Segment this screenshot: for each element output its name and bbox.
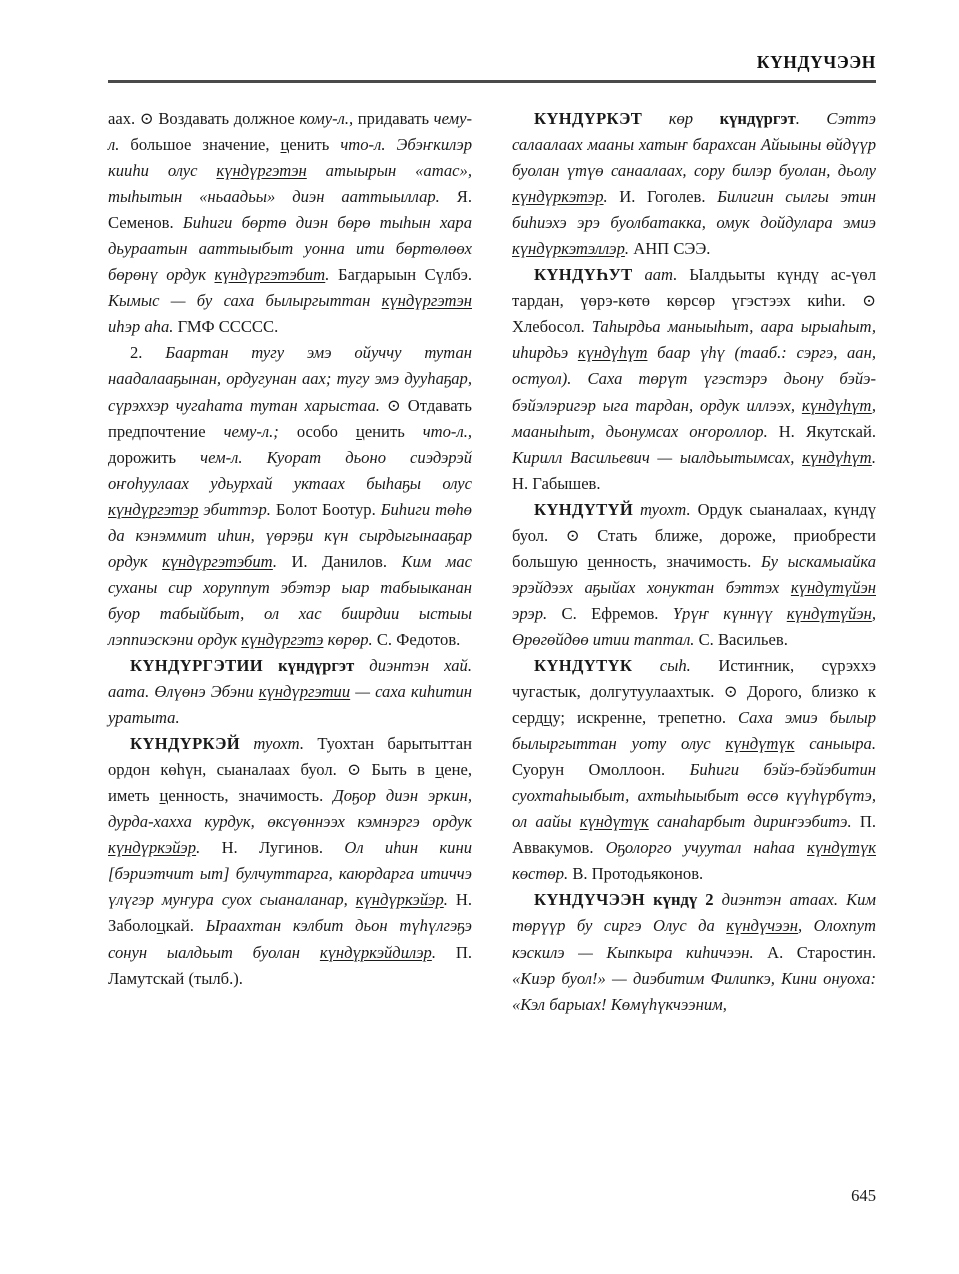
source-attribution: С. Ефремов. <box>561 603 659 623</box>
example-text: Куорат дьоно сиэдэрэй оҥоһуулаах удьурхай уктаах быһаҕы олус <box>108 447 473 493</box>
example-keyword: күндүргэтии <box>258 682 351 702</box>
example-keyword: күндүркэйэр <box>108 838 197 858</box>
stress-mark: ц <box>435 760 445 780</box>
headword: КҮНДҮТҮК <box>534 655 633 675</box>
source-attribution: ГМФ СССCC. <box>177 317 279 337</box>
entry-kundutuy <box>512 497 876 653</box>
source-attribution: Н. Якутскай. <box>778 421 876 441</box>
example-text: Ыраахтан кэлбит дьон түһүлгэҕэ сонун ыалдьыт буолан <box>108 916 472 962</box>
example-keyword: күндүркэтэр <box>512 187 604 207</box>
example-text: Кирилл Васильевич — ыалдьытымсах, <box>512 447 803 467</box>
gloss-cont: ене, иметь <box>108 760 472 806</box>
gloss-abbrev: что-л., <box>422 421 472 441</box>
example-keyword: күндүркэйэр <box>355 890 444 910</box>
gloss-cont: большое значение, <box>119 135 281 155</box>
example-keyword: күндүркэтэллэр <box>512 239 625 259</box>
sense-number: 2. <box>130 343 143 363</box>
gloss-cont: енить <box>364 421 423 441</box>
headword: КҮНДҮЧЭЭН <box>534 890 646 910</box>
gloss-abbrev: чем-л. <box>200 447 243 467</box>
example-text: Биһиги төһө да кэнэммит иһин, үөрэҕи күн сырдыгынааҕар ордук <box>108 499 472 571</box>
russian-gloss: Дорого, близко к сер <box>512 682 876 728</box>
example-text: Билигин сылгы этин биһиэхэ эрэ буолбатакка, омук дойдулара эмиэ <box>512 187 876 233</box>
example-text: , мааныһыт, дьонумсах оҥороллор. <box>512 395 876 441</box>
example-keyword: күндүтүк <box>579 812 649 832</box>
example-text: Кымыс — бу саха былыргыттан <box>108 291 382 311</box>
grammar-label: туохт. <box>253 734 304 754</box>
example-text: Ол иһин кини [бэриэтчит ыт] булчуттарга, каюрдарга итиччэ үлүгэр муҥура суох сыаналанар, <box>108 838 472 910</box>
source-attribution: А. Старостин. <box>767 942 876 962</box>
example-keyword: күндүтүк <box>725 734 795 754</box>
grammar-label: диэнтэн атаах. <box>713 890 847 910</box>
source-attribution: Багдарыын Сүлбэ. <box>337 265 472 285</box>
source-attribution: Н. Габышев. <box>512 473 601 493</box>
base-sense-number: 2 <box>705 890 714 910</box>
example-text: эрэр. <box>512 603 548 623</box>
example-keyword: күндүһүт <box>801 395 872 415</box>
example-keyword: күндүргэтэбит <box>214 265 326 285</box>
sense-bullet-icon: ⊙ <box>723 682 738 702</box>
entry-kunducheen <box>512 887 876 1017</box>
example-keyword: күндүргэтэбит <box>162 551 273 571</box>
example-text: Ким төрүүр бу сиргэ Олус да <box>512 890 876 936</box>
example-keyword: күндүргэтэн <box>216 161 307 181</box>
entry-kundurket <box>512 106 876 262</box>
example-text: Доҕор диэн эркин, дурда-хахха курдук, өксүөннээх кэмнэргэ ордук <box>108 786 472 832</box>
gloss-cont: особо <box>278 421 356 441</box>
example-text: Биһиги бэйэ-бэйэбитин суохтаһыыбыт, ахтыһыыбыт өссө күүһүрбүтэ, ол аайы <box>512 760 876 832</box>
entry-kunduhut <box>512 262 876 496</box>
example-text: көстөр. <box>512 864 569 884</box>
example-text: . <box>431 942 437 962</box>
russian-gloss: Быть в <box>371 760 436 780</box>
grammar-label: туохт. <box>640 499 691 519</box>
grammar-label: аат. <box>644 265 678 285</box>
tail-text: аах. <box>108 109 140 128</box>
example-text: «Киэр буол!» — диэбитим Филипкэ, Кини онуоха: «Кэл барыах! Көмүһүкчээним, <box>512 968 876 1014</box>
entry-kundutuk <box>512 653 876 887</box>
gloss-abbrev: чему-л. <box>108 109 473 155</box>
example-text: . <box>196 838 201 858</box>
column-right <box>512 106 876 1166</box>
russian-gloss: Хлебосол. <box>512 317 585 337</box>
example-keyword: күндүһүт <box>802 447 872 467</box>
russian-gloss: Стать ближе, дороже, приобрести большую <box>512 525 876 571</box>
example-text: санаһарбыт дириҥээбитэ. <box>648 812 852 832</box>
entry-continuation-sense1 <box>108 106 472 340</box>
example-keyword: күндүтүк <box>806 838 877 858</box>
example-text: Оҕолорго учуутал наһаа <box>605 838 807 858</box>
base-form: күндүргэт <box>278 655 355 675</box>
base-form: күндү <box>653 890 698 910</box>
example-keyword: күндүтүйэн <box>790 577 876 597</box>
text-columns <box>108 106 876 1166</box>
yakut-definition: Истиҥник, сүрэххэ чугастык, долгутуулаахтык. <box>512 655 876 702</box>
headword: КҮНДҮРКЭЙ <box>130 734 241 754</box>
source-attribution: Н. Заболо <box>108 890 472 936</box>
page-number: 645 <box>851 1186 876 1205</box>
example-text: Ким мас суханы сир хоруппут эбэтэр ыар табыыканан буор табыйбыт, ол хас биирдии ыстыы лэппиэскэни ордук <box>108 551 472 649</box>
source-attribution: Суорун Омоллоон. <box>512 760 666 780</box>
headword: КҮНДҮРГЭТИИ <box>130 655 264 675</box>
grammar-label: диэнтэн хай. аата. <box>108 655 472 702</box>
sense-bullet-icon: ⊙ <box>565 525 580 545</box>
example-text: Таһырдьа маныыһыт, аара ырыаһыт, иһирдьэ <box>512 317 876 363</box>
headword: КҮНДҮҺУТ <box>534 265 633 285</box>
source-attribution: П. Аввакумов. <box>512 812 876 858</box>
example-text: . <box>272 551 278 571</box>
sense-bullet-icon: ⊙ <box>139 109 154 128</box>
source-attribution: Я. Семенов. <box>108 187 472 233</box>
source-attribution: И. Гоголев. <box>619 187 706 207</box>
gloss-cont: енить <box>289 135 341 155</box>
example-keyword: күндүһүт <box>577 343 648 363</box>
source-attribution: кай. <box>165 916 194 936</box>
stress-mark: ц <box>355 421 365 441</box>
gloss-cont: у; искренне, трепетно. <box>552 708 727 728</box>
example-keyword: күндүргэтэр <box>108 499 199 519</box>
example-text: . Сэттэ салаалаах мааны хатыҥ барахсан Айыыны өйдүүр буолан үтүө санаалаах, сору билэр буолан, дьолу <box>512 109 876 181</box>
column-left <box>108 106 472 1166</box>
example-text: — саха киһитин уратыта. <box>108 682 473 728</box>
yakut-definition: Туохтан барытыттан ордон көһүн, сыаналаах буол. <box>108 734 472 780</box>
example-text: саныыра. <box>794 734 876 754</box>
yakut-definition: Баартан тугу эмэ ойуччу тутан наадалааҕынан, ордугунан аах; тугу эмэ дууһаҕар, сүрэххэр чугаһата тутан харыстаа. <box>108 343 472 415</box>
example-text: Эбэҥкилэр кииһи олус <box>108 135 473 181</box>
source-attribution: П. Ламутскай (тылб.). <box>108 942 472 988</box>
entry-kundurgetii <box>108 653 472 731</box>
crossref-label: көр <box>668 109 694 128</box>
example-text: . <box>871 447 876 467</box>
example-text: Саха төрүт үгэстэрэ дьону бэйэ-бэйэлэригэр ыга тардан, ордук иллээх, <box>512 369 876 415</box>
example-keyword: күндүркэйдилэр <box>319 942 432 962</box>
example-keyword: күндүтүйэн <box>786 603 872 623</box>
example-text: Бу ыскамыайка эрэйдээх аҕыйах хонуктан бэттэх <box>512 551 876 597</box>
example-text: иһэр аһа. <box>108 317 174 337</box>
example-text: , Өрөгөйдөө итии таптал. <box>512 603 877 649</box>
russian-gloss: Отдавать предпочтение <box>108 395 472 441</box>
gloss-abbrev: кому-л., <box>299 109 354 128</box>
example-text: Саха эмиэ былыр былыргыттан уоту олус <box>512 708 876 754</box>
example-text: Өлүөнэ Эбэни <box>154 682 259 702</box>
source-attribution: АНП СЭЭ. <box>633 239 711 259</box>
example-text: Биһиги бөртө диэн бөрө тыһын хара дьураатын ааттыыбыт уонна ити бөртөлөөх бөрөнү ордук <box>108 213 472 285</box>
source-attribution: И. Данилов. <box>291 551 387 571</box>
source-attribution: В. Протодьяконов. <box>572 864 704 884</box>
sense-bullet-icon: ⊙ <box>862 291 876 311</box>
example-text: баар үһү (тааб.: сэргэ, аан, остуол). <box>512 343 876 389</box>
gloss-cont: енность, значимость. <box>596 551 752 571</box>
running-head-rule <box>108 80 876 83</box>
example-text: . <box>443 890 448 910</box>
example-keyword: күндүргэтэ <box>241 629 324 649</box>
source-attribution: С. Васильев. <box>698 629 788 649</box>
grammar-label: сыһ. <box>659 655 691 675</box>
gloss-cont: енность, значимость. <box>168 786 324 806</box>
source-attribution: С. Федотов. <box>376 629 461 649</box>
example-text: атыырын «атас», тыһытын «ньаадьы» диэн ааттыыллар. <box>108 161 472 207</box>
stress-mark: ц <box>543 708 553 728</box>
example-text: көрөр. <box>323 629 373 649</box>
yakut-definition: Ыалдьыты күндү ас-үөл тардан, үөрэ-көтө көрсөр үгэстээх киһи. <box>512 265 876 311</box>
example-text: Үрүҥ күннүү <box>672 603 787 623</box>
example-keyword: күндүргэтэн <box>381 291 472 311</box>
gloss-cont: придавать <box>353 109 434 128</box>
example-text: , Олохпут кэскилэ — Кыпкыра киһичээн. <box>512 916 877 962</box>
stress-mark: ц <box>280 135 290 155</box>
example-text: . <box>325 265 330 285</box>
headword: КҮНДҮРКЭТ <box>534 109 643 128</box>
gloss-cont: д <box>535 708 544 728</box>
yakut-definition: Ордук сыаналаах, күндү буол. <box>512 499 876 545</box>
example-text: . <box>603 187 608 207</box>
crossref-target[interactable]: күндүргэт <box>719 109 796 128</box>
entry-sense-2 <box>108 340 472 653</box>
example-keyword: күндүчээн <box>726 916 799 936</box>
entry-kundurkey <box>108 731 472 991</box>
headword: КҮНДҮТҮЙ <box>534 499 634 519</box>
example-text: эбиттэр. <box>198 499 271 519</box>
stress-mark: ц <box>159 786 169 806</box>
stress-mark: ц <box>156 916 166 936</box>
sense-bullet-icon: ⊙ <box>386 395 401 415</box>
running-head: КҮНДҮЧЭЭН <box>756 52 876 72</box>
source-attribution: Н. Лугинов. <box>221 838 324 858</box>
stress-mark: ц <box>587 551 597 571</box>
gloss-abbrev: что-л. <box>340 135 386 155</box>
gloss-cont: дорожить <box>108 447 201 467</box>
gloss-abbrev: чему-л.; <box>223 421 279 441</box>
example-text: . <box>624 239 630 259</box>
sense-bullet-icon: ⊙ <box>347 760 361 780</box>
source-attribution: Болот Боотур. <box>275 499 376 519</box>
russian-gloss: Воздавать должное <box>158 109 300 128</box>
